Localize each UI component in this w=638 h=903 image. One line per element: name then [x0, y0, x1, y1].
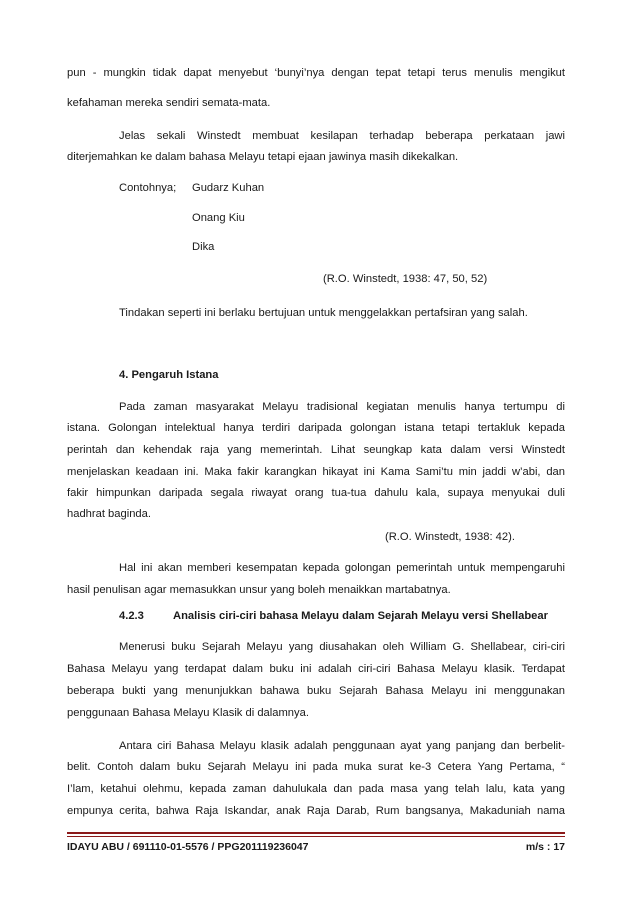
subsection-number: 4.2.3: [119, 610, 144, 622]
body-text-line: hasil penulisan agar memasukkan unsur yang boleh menaikkan martabatnya.: [67, 584, 451, 596]
citation: (R.O. Winstedt, 1938: 42).: [385, 531, 515, 543]
examples-label: Contohnya;: [119, 182, 177, 194]
body-text-line: perintah dan kehendak raja yang memerintah. Lihat seungkap kata dalam versi Winstedt: [67, 444, 565, 456]
body-text-line: fakir himpunkan daripada segala riwayat orang tua-tua dahulu kala, supaya menyukai duli: [67, 487, 565, 499]
section-heading: 4. Pengaruh Istana: [119, 369, 219, 381]
footer-rule: [67, 836, 565, 837]
citation: (R.O. Winstedt, 1938: 47, 50, 52): [323, 273, 488, 285]
subsection-title: Analisis ciri-ciri bahasa Melayu dalam Sejarah Melayu versi Shellabear: [173, 610, 548, 622]
body-text-line: Menerusi buku Sejarah Melayu yang diusahakan oleh William G. Shellabear, ciri-ciri: [119, 641, 565, 653]
footer-author-id: IDAYU ABU / 691110-01-5576 / PPG201119236047: [67, 841, 309, 853]
body-text-line: beberapa bukti yang menunjukkan bahawa buku Sejarah Bahasa Melayu ini menggunakan: [67, 685, 565, 697]
footer-rule: [67, 832, 565, 834]
body-text-line: kefahaman mereka sendiri semata-mata.: [67, 97, 271, 109]
body-text-line: Pada zaman masyarakat Melayu tradisional kegiatan menulis hanya tertumpu di: [119, 401, 565, 413]
body-text-line: menjelaskan keadaan ini. Maka fakir karangkan hikayat ini Kama Sami’tu min jaddi w’abi, dan: [67, 466, 565, 478]
body-text-line: Hal ini akan memberi kesempatan kepada golongan pemerintah untuk mempengaruhi: [119, 562, 565, 574]
body-text-line: Jelas sekali Winstedt membuat kesilapan terhadap beberapa perkataan jawi: [119, 130, 565, 142]
body-text-line: istana. Golongan intelektual hanya terdiri daripada golongan istana tetapi tertakluk kepada: [67, 422, 565, 434]
example-item: Dika: [192, 241, 215, 253]
body-text-line: Tindakan seperti ini berlaku bertujuan untuk menggelakkan pertafsiran yang salah.: [119, 307, 528, 319]
body-text-line: belit. Contoh dalam buku Sejarah Melayu ini pada muka surat ke-3 Cetera Yang Pertama, “: [67, 761, 565, 773]
example-item: Gudarz Kuhan: [192, 182, 265, 194]
page-number: m/s : 17: [525, 841, 565, 853]
body-text-line: diterjemahkan ke dalam bahasa Melayu tetapi ejaan jawinya masih dikekalkan.: [67, 151, 459, 163]
body-text-line: penggunaan Bahasa Melayu Klasik di dalamnya.: [67, 707, 309, 719]
body-text-line: I’lam, ketahui olehmu, kepada zaman dahulukala dan pada masa yang telah lalu, kata yang: [67, 783, 565, 795]
body-text-line: Antara ciri Bahasa Melayu klasik adalah penggunaan ayat yang panjang dan berbelit-: [119, 740, 565, 752]
body-text-line: Bahasa Melayu yang terdapat dalam buku ini adalah ciri-ciri Bahasa Melayu klasik. Terdapat: [67, 663, 565, 675]
body-text-line: pun - mungkin tidak dapat menyebut ‘bunyi’nya dengan tepat tetapi terus menulis mengikut: [67, 67, 565, 79]
body-text-line: hadhrat baginda.: [67, 508, 151, 520]
example-item: Onang Kiu: [192, 212, 245, 224]
body-text-line: empunya cerita, bahwa Raja Iskandar, anak Raja Darab, Rum bangsanya, Makaduniah nama: [67, 805, 565, 817]
